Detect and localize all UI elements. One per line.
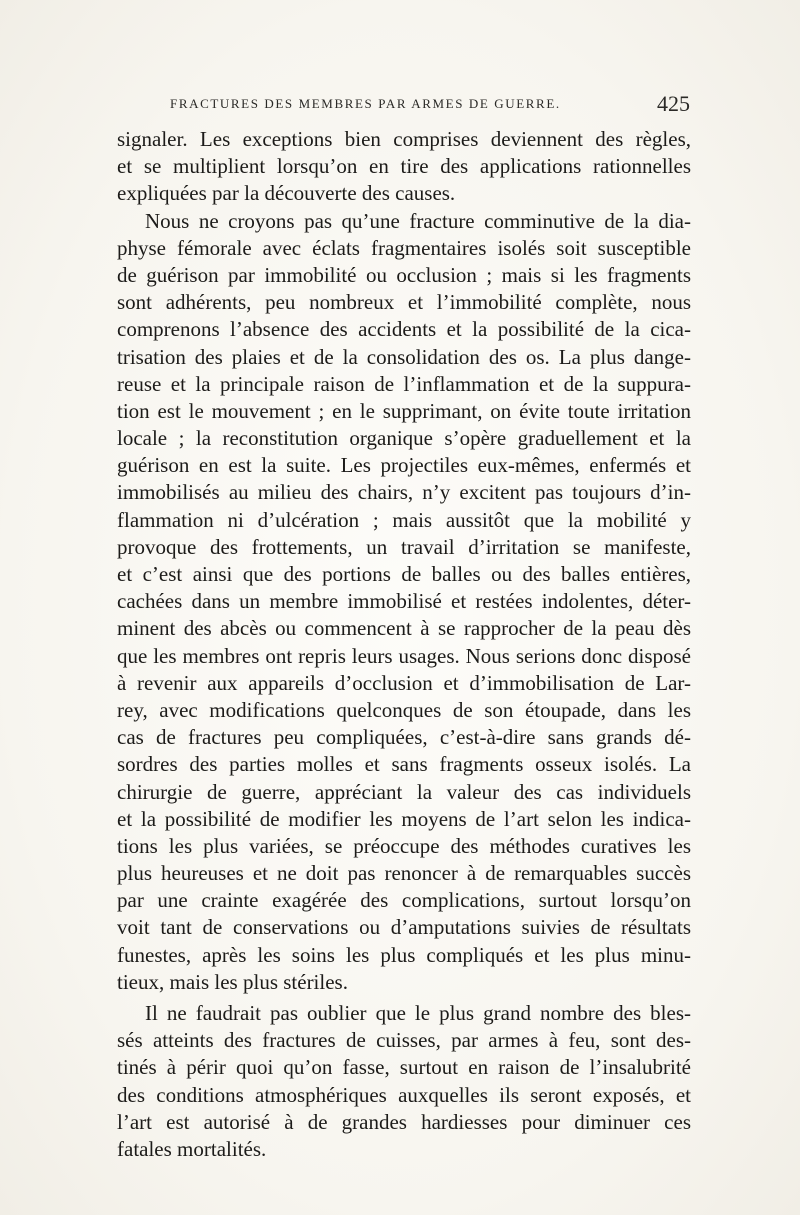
- text-line: fatales mortalités.: [117, 1136, 267, 1161]
- text-line: sont adhérents, peu nombreux et l’immobilité complète, nous: [117, 290, 691, 315]
- text-line: Nous ne croyons pas qu’une fracture comminutive de la dia-: [145, 208, 691, 233]
- text-line: signaler. Les exceptions bien comprises deviennent des règles,: [117, 127, 691, 151]
- text-line: et se multiplient lorsqu’on en tire des applications rationnelles: [117, 154, 691, 179]
- body-text: [117, 126, 691, 1163]
- text-line: comprenons l’absence des accidents et la possibilité de la cica-: [117, 317, 691, 342]
- page-number: 425: [657, 91, 690, 116]
- text-line: rey, avec modifications quelconques de son étoupade, dans les: [117, 697, 691, 722]
- text-line: sordres des parties molles et sans fragments osseux isolés. La: [117, 752, 691, 777]
- text-line: funestes, après les soins les plus compliqués et les plus minu-: [117, 942, 691, 967]
- text-line: Il ne faudrait pas oublier que le plus grand nombre des bles-: [145, 1001, 691, 1025]
- text-line: et la possibilité de modifier les moyens de l’art selon les indica-: [117, 806, 691, 831]
- text-line: guérison en est la suite. Les projectiles eux-mêmes, enfermés et: [117, 453, 691, 478]
- text-line: trisation des plaies et de la consolidation des os. La plus dange-: [117, 344, 691, 369]
- text-line: l’art est autorisé à de grandes hardiesses pour diminuer ces: [117, 1109, 691, 1134]
- text-line: locale ; la reconstitution organique s’opère graduellement et la: [117, 426, 691, 451]
- text-line: cachées dans un membre immobilisé et restées indolentes, déter-: [117, 589, 691, 614]
- text-line: physe fémorale avec éclats fragmentaires isolés soit susceptible: [117, 235, 691, 260]
- text-line: par une crainte exagérée des complications, surtout lorsqu’on: [117, 888, 691, 913]
- text-line: minent des abcès ou commencent à se rapprocher de la peau dès: [117, 616, 691, 641]
- text-line: tions les plus variées, se préoccupe des méthodes curatives les: [117, 833, 691, 858]
- text-line: sés atteints des fractures de cuisses, par armes à feu, sont des-: [117, 1028, 691, 1053]
- text-line: expliquées par la découverte des causes.: [117, 181, 456, 206]
- text-line: plus heureuses et ne doit pas renoncer à de remarquables succès: [117, 861, 691, 886]
- text-line: que les membres ont repris leurs usages. Nous serions donc disposé: [117, 643, 691, 668]
- text-line: et c’est ainsi que des portions de balles ou des balles entières,: [117, 562, 691, 586]
- text-line: de guérison par immobilité ou occlusion ; mais si les fragments: [117, 262, 691, 287]
- text-line: à revenir aux appareils d’occlusion et d’immobilisation de Lar-: [117, 670, 691, 695]
- text-line: reuse et la principale raison de l’inflammation et de la suppura-: [117, 371, 691, 396]
- text-line: chirurgie de guerre, appréciant la valeur des cas individuels: [117, 779, 691, 804]
- text-line: tieux, mais les plus stériles.: [117, 969, 348, 994]
- page-header: [170, 91, 690, 124]
- text-line: voit tant de conservations ou d’amputations suivies de résultats: [117, 915, 691, 940]
- running-title: FRACTURES DES MEMBRES PAR ARMES DE GUERRE.: [170, 96, 561, 111]
- text-line: tinés à périr quoi qu’on fasse, surtout en raison de l’insalubrité: [117, 1055, 691, 1080]
- text-line: cas de fractures peu compliquées, c’est-à-dire sans grands dé-: [117, 725, 691, 750]
- text-line: immobilisés au milieu des chairs, n’y excitent pas toujours d’in-: [117, 480, 691, 505]
- text-line: flammation ni d’ulcération ; mais aussitôt que la mobilité y: [117, 507, 691, 532]
- text-line: provoque des frottements, un travail d’irritation se manifeste,: [117, 534, 691, 559]
- text-line: des conditions atmosphériques auxquelles ils seront exposés, et: [117, 1082, 691, 1107]
- text-line: tion est le mouvement ; en le supprimant, on évite toute irritation: [117, 398, 691, 423]
